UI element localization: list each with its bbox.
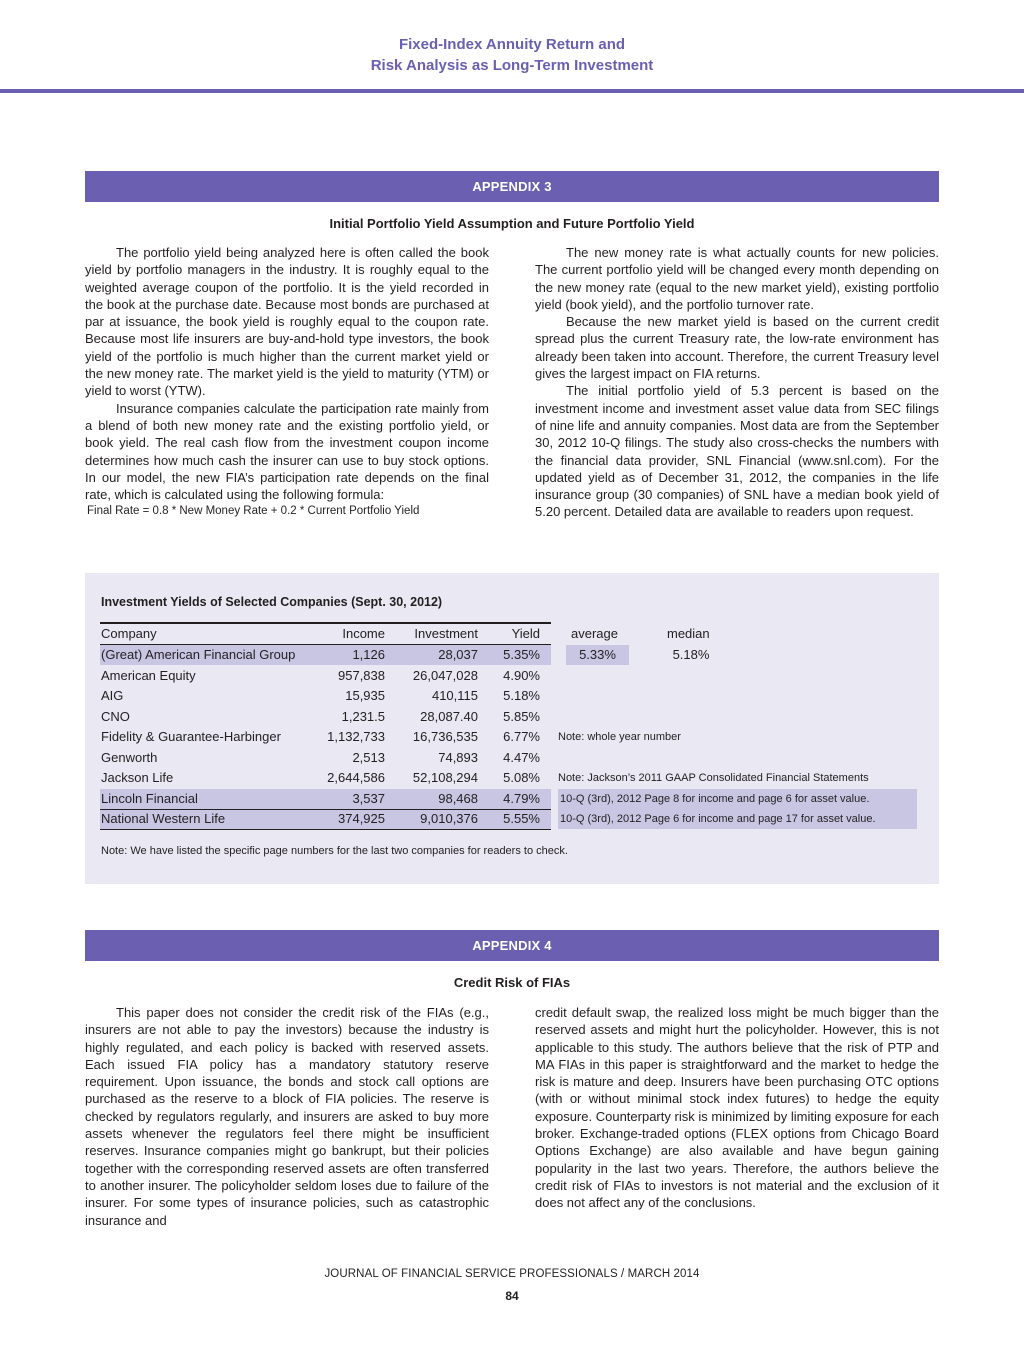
- table-row: [100, 686, 551, 706]
- table-row: [100, 666, 551, 686]
- cell-income: 2,644,586: [327, 770, 385, 785]
- note-lincoln: 10-Q (3rd), 2012 Page 8 for income and page 6 for asset value.: [558, 789, 917, 809]
- paragraph: The initial portfolio yield of 5.3 percent is based on the investment income and investment asset value data from SEC filings of nine life and annuity companies. Most data are from the September 30, 2012 10-Q filings. The study also cross-checks the numbers with the financial data provider, SNL Financial (www.snl.com). For the updated yield as of December 31, 2012, the companies in the life insurance group (30 companies) of SNL have a median book yield of 5.20 percent. Detailed data are available to readers upon request.: [535, 383, 939, 520]
- table-row: [100, 748, 551, 768]
- page-number: 84: [505, 1289, 519, 1303]
- cell-income: 3,537: [352, 790, 385, 806]
- cell-yield: 5.18%: [503, 688, 540, 703]
- cell-company: National Western Life: [101, 811, 226, 826]
- header-company: Company: [101, 626, 157, 641]
- investment-yields-table-box: [85, 573, 939, 884]
- cell-investment: 28,087.40: [420, 708, 478, 724]
- cell-investment: 98,468: [438, 790, 478, 806]
- cell-income: 957,838: [338, 667, 385, 683]
- table-row: [100, 809, 551, 829]
- cell-investment: 410,115: [431, 688, 478, 703]
- median-label: median: [667, 626, 710, 641]
- cell-investment: 26,047,028: [412, 667, 478, 683]
- table-footnote: Note: We have listed the specific page numbers for the last two companies for readers to check.: [101, 845, 568, 857]
- table-row: [100, 789, 551, 809]
- note-fidelity: Note: whole year number: [558, 731, 681, 743]
- cell-investment: 16,736,535: [412, 729, 478, 744]
- table-header-row: [100, 624, 551, 644]
- cell-investment: 9,010,376: [420, 811, 478, 826]
- appendix-3-left-column: [85, 244, 489, 521]
- cell-income: 1,126: [352, 647, 385, 662]
- cell-yield: 5.35%: [503, 647, 540, 662]
- cell-income: 374,925: [338, 811, 385, 826]
- average-value: 5.33%: [566, 645, 629, 665]
- median-value: 5.18%: [672, 647, 710, 662]
- paragraph: Because the new market yield is based on the current credit spread plus the current Treasury rate, the low-rate environment has already been taken into account. Therefore, the current Treasury level gives the largest impact on FIA returns.: [535, 314, 939, 382]
- cell-income: 1,132,733: [327, 729, 385, 744]
- cell-yield: 6.77%: [503, 729, 540, 744]
- cell-yield: 4.79%: [503, 790, 540, 806]
- cell-company: CNO: [101, 708, 130, 724]
- paragraph: The portfolio yield being analyzed here is often called the book yield by portfolio managers in the industry. It is roughly equal to the weighted average coupon of the portfolio. It is the yield recorded in the book at the purchase date. Because most bonds are purchased at par at issuance, the book yield is roughly equal to the coupon rate. Because most life insurers are buy-and-hold type investors, the book yield of the portfolio is much higher than the current market yield or the new money rate. The market yield is the yield to maturity (YTM) or yield to worst (YTW).: [85, 245, 489, 399]
- cell-company: AIG: [101, 688, 124, 703]
- cell-investment: 74,893: [438, 749, 478, 765]
- cell-investment: 28,037: [438, 647, 478, 662]
- paragraph: This paper does not consider the credit risk of the FIAs (e.g., insurers are not able to pay the investors) because the industry is highly regulated, and each policy is backed with reserved assets. Each issued FIA policy has a mandatory statutory reserve requirement. Upon issuance, the bonds and stock call options are purchased as the reserve to a block of FIA policies. The reserve is checked by regulators regularly, and insurers are asked to buy more assets whenever the regulators feel there might be insufficient reserves. Insurance companies might go bankrupt, but their policies together with the corresponding reserved assets are often transferred to another insurer. The policyholder seldom loses due to failure of the insurer. For some types of insurance policies, such as catastrophic insurance and: [85, 1005, 489, 1228]
- note-jackson: Note: Jackson’s 2011 GAAP Consolidated Financial Statements: [558, 772, 869, 784]
- cell-company: Fidelity & Guarantee-Harbinger: [101, 729, 281, 744]
- appendix-4-right-column: [535, 1004, 939, 1212]
- appendix-4-title: Credit Risk of FIAs: [453, 975, 571, 990]
- header-rule: [0, 89, 1024, 93]
- cell-company: Lincoln Financial: [101, 790, 198, 806]
- cell-yield: 5.85%: [503, 708, 540, 724]
- table-row: [100, 645, 551, 665]
- cell-yield: 4.47%: [503, 749, 540, 765]
- cell-company: Genworth: [101, 749, 158, 765]
- cell-yield: 4.90%: [503, 667, 540, 683]
- appendix-4-left-column: [85, 1004, 489, 1229]
- cell-company: American Equity: [101, 667, 196, 683]
- table-title: Investment Yields of Selected Companies (Sept. 30, 2012): [101, 595, 443, 609]
- average-label: average: [571, 626, 618, 641]
- paragraph: credit default swap, the realized loss might be much bigger than the reserved assets and might hurt the policyholder. However, this is not applicable to this study. The authors believe that the risk of PTP and MA FIAs in this paper is straightforward and the market to hedge the risk is mature and deep. Insurers have been purchasing OTC options (with or without minimal stock index futures) to hedge the equity exposure. Counterparty risk is minimized by limiting exposure for each broker. Exchange-traded options (FLEX options from Chicago Board Options Exchange) are also available and have begun gaining popularity in the last two years. Therefore, the authors believe the credit risk of FIAs to investors is not material and the exclusion of it does not affect any of the conclusions.: [535, 1005, 939, 1211]
- table-row-rule: [100, 809, 551, 810]
- cell-income: 15,935: [345, 688, 385, 703]
- paragraph: The new money rate is what actually counts for new policies. The current portfolio yield will be changed every month depending on the new money rate (equal to the new market yield), existing portfolio yield (book yield), and the portfolio turnover rate.: [535, 245, 939, 312]
- cell-company: (Great) American Financial Group: [101, 647, 296, 662]
- cell-yield: 5.55%: [503, 811, 540, 826]
- table-bottom-rule: [100, 829, 551, 830]
- cell-income: 2,513: [352, 749, 385, 765]
- cell-investment: 52,108,294: [412, 770, 478, 785]
- paragraph: Insurance companies calculate the participation rate mainly from a blend of both new money rate and the existing portfolio yield, or book yield. The real cash flow from the investment coupon income determines how much cash the insurer can use to buy stock options. In our model, the new FIA’s participation rate depends on the final rate, which is calculated using the following formula:: [85, 400, 489, 503]
- cell-income: 1,231.5: [341, 708, 385, 724]
- header-income: Income: [342, 626, 385, 641]
- cell-yield: 5.08%: [503, 770, 540, 785]
- table-row: [100, 768, 551, 788]
- table-row: [100, 727, 551, 747]
- header-yield: Yield: [511, 626, 540, 641]
- appendix-3-right-column: [535, 244, 939, 521]
- note-national: 10-Q (3rd), 2012 Page 6 for income and page 17 for asset value.: [558, 809, 917, 829]
- table-row: [100, 707, 551, 727]
- appendix-3-title: Initial Portfolio Yield Assumption and Future Portfolio Yield: [329, 216, 695, 231]
- running-head-line2: Risk Analysis as Long-Term Investment: [370, 57, 654, 74]
- formula: Final Rate = 0.8 * New Money Rate + 0.2 * Current Portfolio Yield: [87, 505, 420, 518]
- running-head: [0, 34, 1024, 76]
- cell-company: Jackson Life: [101, 770, 174, 785]
- running-head-line1: Fixed-Index Annuity Return and: [398, 36, 626, 53]
- footer-journal: JOURNAL OF FINANCIAL SERVICE PROFESSIONALS / MARCH 2014: [324, 1268, 700, 1280]
- appendix-3-bar: APPENDIX 3: [85, 171, 939, 202]
- header-investment: Investment: [414, 626, 478, 641]
- appendix-4-bar: APPENDIX 4: [85, 930, 939, 961]
